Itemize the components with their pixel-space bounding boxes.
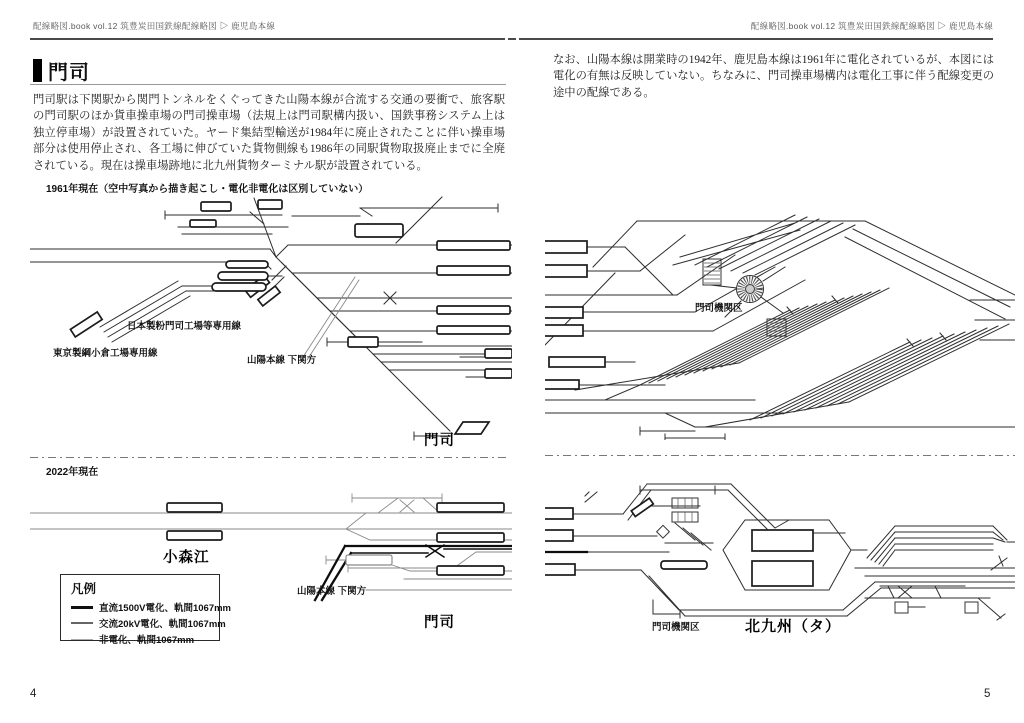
legend-swatch-nonelectrified xyxy=(71,639,93,640)
header-rule-left xyxy=(30,38,505,40)
diagram-yard-1961-east xyxy=(545,195,1015,440)
label-station-moji-2022: 門司 xyxy=(424,615,455,631)
divider-right xyxy=(545,455,1015,456)
body-text-left: 門司駅は下関駅から関門トンネルをくぐってきた山陽本線が合流する交通の要衝で、旅客駅の門司駅のほか貨車操車場の門司操車場（法規上は門司駅構内扱い、国鉄事務システム上は独立停車場）が設置されていた。ヤード集結型輸送が1984年に廃止されたことに伴い操車場部分は使用停止され、各工場に伸びていた貨物側線も1986年の同駅貨物取扱廃止までに全廃されている。現在は操車場跡地に北九州貨物ターミナル駅が設置されている。 xyxy=(33,94,505,172)
running-header-left: 配線略図.book vol.12 筑豊炭田国鉄線配線略図 ▷ 鹿児島本線 xyxy=(33,21,276,31)
label-sanyo-line-1961: 山陽本線 下関方 xyxy=(247,355,317,366)
title-marker xyxy=(33,59,42,82)
legend-item: 非電化、軌間1067mm xyxy=(71,631,211,647)
divider-left xyxy=(30,457,506,458)
label-moji-depot-top: 門司機関区 xyxy=(695,303,743,314)
platforms xyxy=(70,200,512,434)
legend-box xyxy=(60,574,231,646)
label-moji-depot-bottom: 門司機関区 xyxy=(652,622,700,633)
legend-swatch-dc xyxy=(71,606,93,609)
body-text-right: なお、山陽本線は開業時の1942年、鹿児島本線は1961年に電化されているが、本図には電化の有無は反映していない。ちなみに、門司操車場構内は電化工事に伴う配線変更の途中の配線である。 xyxy=(553,54,994,99)
turntable-icon xyxy=(737,276,764,303)
label-sanyo-line-2022: 山陽本線 下関方 xyxy=(297,586,367,597)
gutter-mark xyxy=(508,38,516,40)
legend-title: 凡例 xyxy=(71,582,97,596)
caption-1961: 1961年現在（空中写真から描き起こし・電化非電化は区別していない） xyxy=(46,184,369,195)
page-title: 門司 xyxy=(48,62,90,84)
platforms xyxy=(545,498,978,613)
label-station-moji-1961: 門司 xyxy=(424,433,455,449)
label-station-komorie: 小森江 xyxy=(163,550,210,566)
legend-swatch-ac xyxy=(71,622,93,624)
page-number-left: 4 xyxy=(30,688,37,700)
label-tokyo-seiko-line: 東京製綱小倉工場専用線 xyxy=(53,348,158,359)
header-rule-right xyxy=(519,38,993,40)
caption-2022: 2022年現在 xyxy=(46,467,99,478)
track-lines xyxy=(545,215,1015,440)
label-nippon-seifun-line: 日本製粉門司工場等専用線 xyxy=(127,321,242,332)
page-number-right: 5 xyxy=(984,688,991,700)
legend-item: 交流20kV電化、軌間1067mm xyxy=(71,615,211,631)
running-header-right: 配線略図.book vol.12 筑豊炭田国鉄線配線略図 ▷ 鹿児島本線 xyxy=(750,21,993,31)
legend-item: 直流1500V電化、軌間1067mm xyxy=(71,599,211,615)
diagram-1961-yard xyxy=(30,194,512,456)
label-kitakyushu-terminal: 北九州（タ） xyxy=(745,618,842,635)
title-underline xyxy=(30,84,506,85)
